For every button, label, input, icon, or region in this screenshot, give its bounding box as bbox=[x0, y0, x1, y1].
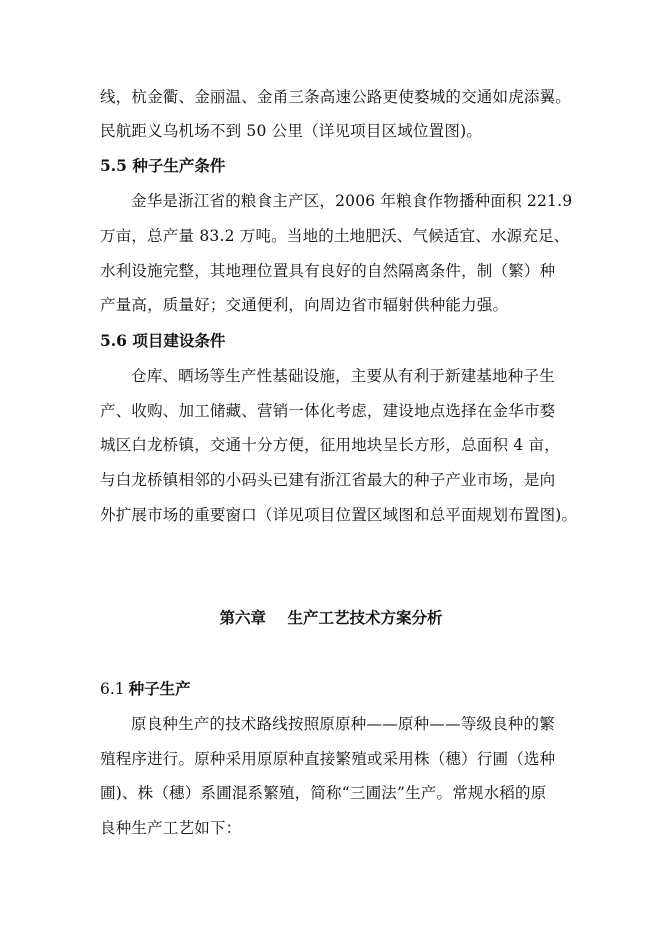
intro-line-2: 民航距义乌机场不到 50 公里（详见项目区域位置图)。 bbox=[100, 122, 483, 140]
section-5-6-line-3: 城区白龙桥镇，交通十分方便，征用地块呈长方形，总面积 4 亩， bbox=[100, 436, 560, 454]
section-5-5-line-3: 水利设施完整，其地理位置具有良好的自然隔离条件，制（繁）种 bbox=[100, 262, 556, 280]
section-5-6-line-2: 产、收购、加工储藏、营销一体化考虑，建设地点选择在金华市婺 bbox=[100, 402, 556, 420]
section-5-6-line-4: 与白龙桥镇相邻的小码头已建有浙江省最大的种子产业市场，是向 bbox=[100, 471, 556, 489]
section-5-6-line-1: 仓库、晒场等生产性基础设施，主要从有利于新建基地种子生 bbox=[131, 367, 555, 385]
subsection-6-1-heading bbox=[100, 679, 191, 699]
subsection-6-1-line-1: 原良种生产的技术路线按照原原种——原种——等级良种的繁 bbox=[131, 715, 555, 733]
section-5-5-line-1: 金华是浙江省的粮食主产区，2006 年粮食作物播种面积 221.9 bbox=[131, 192, 573, 210]
section-5-6-heading: 5.6 项目建设条件 bbox=[100, 331, 226, 350]
section-5-6-line-5: 外扩展市场的重要窗口（详见项目位置区域图和总平面规划布置图)。 bbox=[100, 506, 578, 524]
intro-line-1: 线，杭金衢、金丽温、金甬三条高速公路更使婺城的交通如虎添翼。 bbox=[100, 88, 572, 106]
subsection-6-1-line-2: 殖程序进行。原种采用原原种直接繁殖或采用株（穗）行圃（选种 bbox=[100, 750, 556, 768]
subsection-6-1-line-4: 良种生产工艺如下： bbox=[100, 819, 242, 837]
section-5-5-heading: 5.5 种子生产条件 bbox=[100, 156, 226, 175]
subsection-title: 种子生产 bbox=[128, 679, 191, 698]
section-5-5-line-4: 产量高，质量好；交通便利，向周边省市辐射供种能力强。 bbox=[100, 296, 509, 314]
section-5-5-line-2: 万亩，总产量 83.2 万吨。当地的土地肥沃、气候适宜、水源充足、 bbox=[100, 227, 570, 245]
chapter-6-title: 第六章 生产工艺技术方案分析 bbox=[219, 608, 443, 627]
subsection-number: 6.1 bbox=[100, 680, 125, 698]
subsection-6-1-line-3: 圃)、株（穗）系圃混系繁殖，简称“三圃法”生产。常规水稻的原 bbox=[100, 784, 547, 802]
